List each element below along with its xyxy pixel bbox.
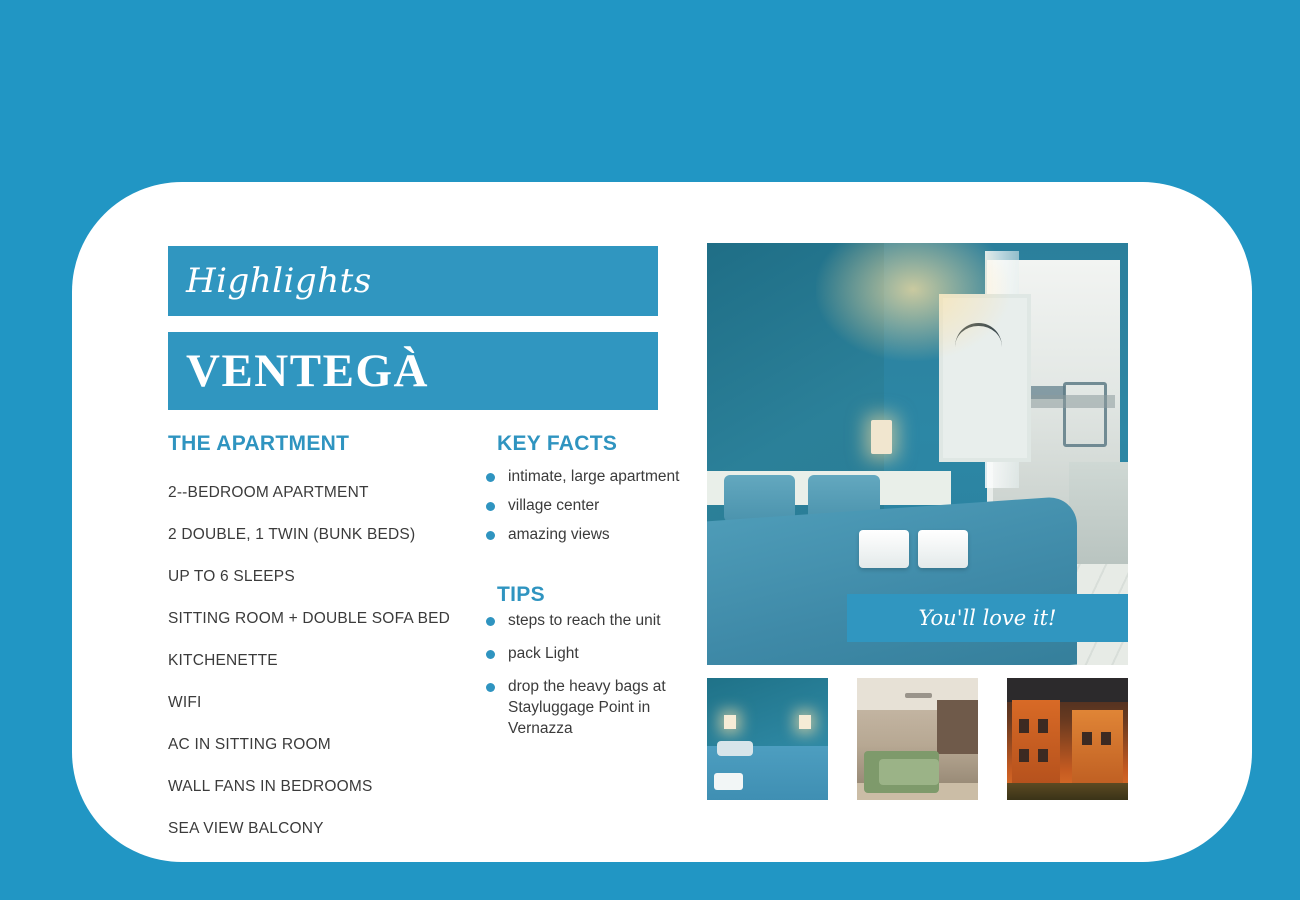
list-item: SITTING ROOM + DOUBLE SOFA BED bbox=[168, 610, 451, 627]
list-item: 2 DOUBLE, 1 TWIN (BUNK BEDS) bbox=[168, 526, 416, 543]
highlights-banner bbox=[168, 246, 658, 316]
tips-list bbox=[486, 610, 691, 751]
apartment-feature-list bbox=[168, 472, 478, 850]
village-houses-photo bbox=[1007, 678, 1128, 800]
list-item: WIFI bbox=[168, 694, 202, 711]
list-item: 2--BEDROOM APARTMENT bbox=[168, 484, 369, 501]
list-item: SEA VIEW BALCONY bbox=[168, 820, 324, 837]
list-item: pack Light bbox=[486, 643, 691, 664]
list-item: village center bbox=[486, 495, 686, 516]
tips-heading: TIPS bbox=[497, 583, 545, 606]
highlights-banner-label: Highlights bbox=[186, 261, 372, 301]
property-title: VENTEGÀ bbox=[186, 345, 429, 397]
list-item: WALL FANS IN BEDROOMS bbox=[168, 778, 373, 795]
love-note-banner bbox=[847, 594, 1128, 642]
list-item: steps to reach the unit bbox=[486, 610, 691, 631]
list-item: drop the heavy bags at Stayluggage Point in Vernazza bbox=[486, 676, 691, 739]
property-title-banner bbox=[168, 332, 658, 410]
photo-art bbox=[857, 678, 978, 800]
photo-art bbox=[1007, 678, 1128, 800]
apartment-section-heading: THE APARTMENT bbox=[168, 432, 350, 455]
key-facts-list bbox=[486, 466, 686, 553]
love-note-label: You'll love it! bbox=[918, 606, 1057, 630]
list-item: KITCHENETTE bbox=[168, 652, 278, 669]
photo-art bbox=[707, 678, 828, 800]
list-item: intimate, large apartment bbox=[486, 466, 686, 487]
list-item: UP TO 6 SLEEPS bbox=[168, 568, 295, 585]
bedroom-green-photo bbox=[857, 678, 978, 800]
list-item: amazing views bbox=[486, 524, 686, 545]
list-item: AC IN SITTING ROOM bbox=[168, 736, 331, 753]
key-facts-heading: KEY FACTS bbox=[497, 432, 618, 455]
bedroom-blue-photo bbox=[707, 678, 828, 800]
